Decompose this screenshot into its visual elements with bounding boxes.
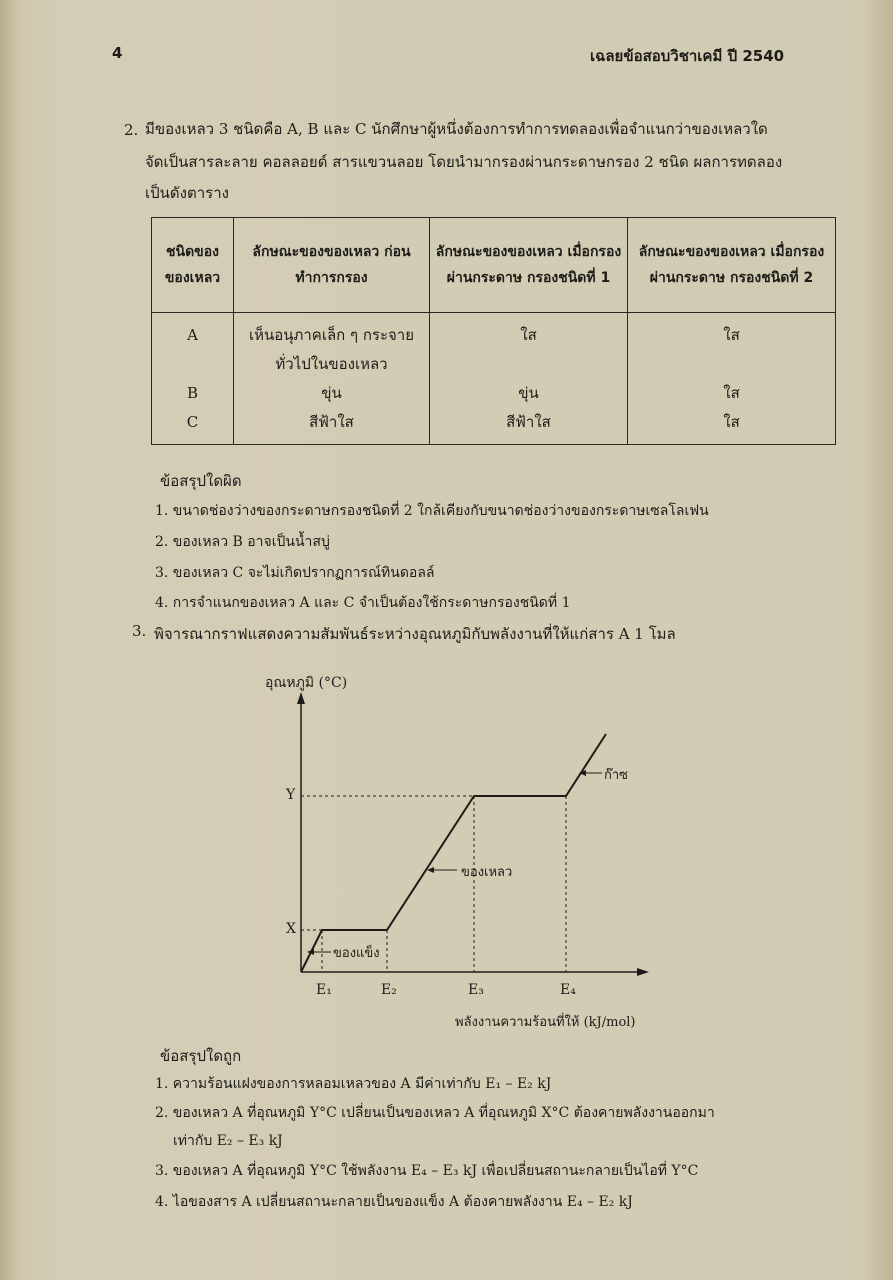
y-axis-label: อุณหภูมิ (°C) (265, 675, 348, 691)
table-cell: C (186, 413, 199, 431)
table-cell: ขุ่น (321, 384, 342, 402)
q2-number: 2. (124, 121, 139, 139)
q3-choice-2: 2. ของเหลว A ที่อุณหภูมิ Y°C เปลี่ยนเป็นของเหลว A ที่อุณหภูมิ X°C ต้องคายพลังงานออกมา (155, 1105, 715, 1121)
table-cell: A (187, 326, 198, 344)
q2-line-3: เป็นดังตาราง (145, 184, 229, 202)
gas-label: ก๊าซ (604, 768, 628, 783)
table-cell: B (186, 384, 199, 402)
x-axis-arrow (637, 968, 649, 976)
y-tick-label: X (286, 921, 296, 937)
q2-choice-1: 1. ขนาดช่องว่างของกระดาษกรองชนิดที่ 2 ใกล้เคียงกับขนาดช่องว่างของกระดาษเซลโลเฟน (155, 503, 709, 519)
x-tick-label: E₄ (560, 982, 576, 998)
running-header: เฉลยข้อสอบวิชาเคมี ปี 2540 (590, 47, 785, 65)
q3-prompt: พิจารณากราฟแสดงความสัมพันธ์ระหว่างอุณหภูมิกับพลังงานที่ให้แก่สาร A 1 โมล (154, 625, 676, 643)
q3-choice-1: 1. ความร้อนแฝงของการหลอมเหลวของ A มีค่าเท่ากับ E₁ – E₂ kJ (155, 1076, 552, 1092)
q2-line-1: มีของเหลว 3 ชนิดคือ A, B และ C นักศึกษาผู้หนึ่งต้องการทำการทดลองเพื่อจำแนกว่าของเหลวใด (145, 120, 768, 138)
q3-choice-2-cont: เท่ากับ E₂ – E₃ kJ (173, 1133, 283, 1149)
table-header: ลักษณะของของเหลว เมื่อกรองผ่านกระดาษ กรองชนิดที่ 1 (430, 218, 628, 313)
table-cell: ใส (723, 326, 740, 344)
q2-line-2: จัดเป็นสารละลาย คอลลอยด์ สารแขวนลอย โดยนำมากรองผ่านกระดาษกรอง 2 ชนิด ผลการทดลอง (145, 153, 783, 171)
table-cell: ใส (723, 384, 740, 402)
x-tick-label: E₁ (316, 982, 332, 998)
table-header: ชนิดของ ของเหลว (152, 218, 234, 313)
table-cell: ใส (723, 413, 740, 431)
table-header: ลักษณะของของเหลว ก่อนทำการกรอง (234, 218, 430, 313)
y-tick-label: Y (286, 787, 296, 803)
page-number: 4 (112, 44, 123, 62)
heating-curve (301, 734, 606, 972)
q2-conclusion-title: ข้อสรุปใดผิด (160, 472, 242, 490)
q3-number: 3. (132, 622, 147, 640)
table-cell: ใส (520, 326, 537, 344)
q3-choice-4: 4. ไอของสาร A เปลี่ยนสถานะกลายเป็นของแข็ง A ต้องคายพลังงาน E₄ – E₂ kJ (155, 1194, 633, 1210)
x-tick-label: E₃ (468, 982, 484, 998)
table-cell: ขุ่น (518, 384, 539, 402)
table-cell: ทั่วไปในของเหลว (275, 355, 388, 373)
table-header: ลักษณะของของเหลว เมื่อกรองผ่านกระดาษ กรองชนิดที่ 2 (628, 218, 836, 313)
liquid-label: ของเหลว (461, 865, 513, 880)
q2-choice-2: 2. ของเหลว B อาจเป็นน้ำสบู่ (155, 534, 330, 550)
x-tick-label: E₂ (381, 982, 397, 998)
solid-label: ของแข็ง (333, 946, 380, 961)
x-axis-label: พลังงานความร้อนที่ให้ (kJ/mol) (455, 1015, 636, 1030)
q3-conclusion-title: ข้อสรุปใดถูก (160, 1047, 242, 1065)
table-cell: สีฟ้าใส (309, 413, 354, 431)
q2-choice-3: 3. ของเหลว C จะไม่เกิดปรากฏการณ์ทินดอลล์ (155, 565, 435, 581)
q2-choice-4: 4. การจำแนกของเหลว A และ C จำเป็นต้องใช้กระดาษกรองชนิดที่ 1 (155, 595, 571, 611)
table-cell: สีฟ้าใส (506, 413, 551, 431)
table-cell: เห็นอนุภาคเล็ก ๆ กระจาย (248, 326, 415, 344)
q3-choice-3: 3. ของเหลว A ที่อุณหภูมิ Y°C ใช้พลังงาน E₄ – E₃ kJ เพื่อเปลี่ยนสถานะกลายเป็นไอที่ Y°C (155, 1163, 699, 1179)
